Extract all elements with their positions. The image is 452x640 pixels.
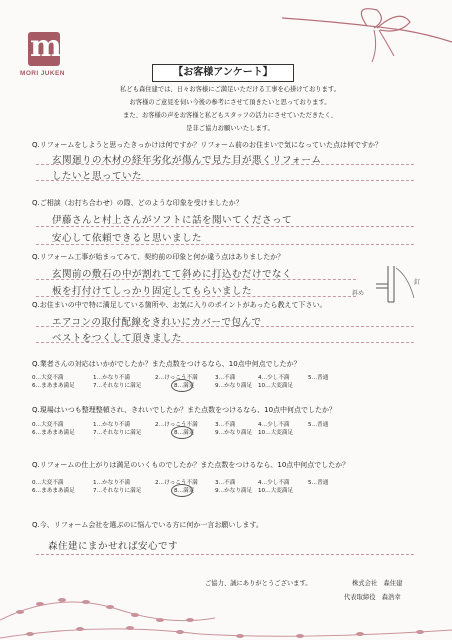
scale-1: 1…かなり不満 bbox=[93, 375, 131, 381]
question-1: Q.リフォームをしようと思ったきっかけは何ですか？リフォーム前のお住まいで気になっていた点は何ですか？ bbox=[32, 141, 383, 149]
scale-8: 8…満足 bbox=[174, 488, 195, 494]
scale-5: 5…普通 bbox=[308, 375, 329, 381]
answer-3-line-2: 板を打付けてしっかり固定してもらいました bbox=[52, 286, 253, 297]
intro-line-3: また、お客様の声をお客様と私どもスタッフの活力にさせていただきたく、 bbox=[123, 112, 337, 119]
scale-3: 3…不満 bbox=[215, 375, 236, 381]
scale-9: 9…かなり満足 bbox=[215, 430, 253, 436]
question-6: Q.現場はいつも整理整頓され、きれいでしたか？また点数をつけるなら、10点中何点でしたか？ bbox=[32, 406, 337, 414]
logo-letter: m bbox=[30, 29, 62, 64]
answer-2-line-1: 伊藤さんと村上さんがソフトに話を聞いてくださって bbox=[52, 215, 293, 226]
scale-7: 7…それなりに満足 bbox=[93, 383, 142, 389]
question-8: Q.今、リフォーム会社を選ぶのに悩んでいる方に何か一言お願いします。 bbox=[32, 521, 263, 529]
scale-9: 9…かなり満足 bbox=[215, 383, 253, 389]
sketch-note: 斜め bbox=[352, 290, 365, 297]
scale-2: 2…けっこう不満 bbox=[155, 375, 198, 381]
logo-name: MORI JUKEN bbox=[20, 70, 65, 77]
scale-5: 5…普通 bbox=[308, 480, 329, 486]
scale-4: 4…少し不満 bbox=[258, 375, 290, 381]
selected-score-8-circle bbox=[171, 484, 193, 497]
scale-0: 0…大変不満 bbox=[32, 422, 64, 428]
survey-title: 【お客様アンケート】 bbox=[152, 64, 294, 82]
answer-line bbox=[36, 244, 414, 245]
floral-vine-decoration bbox=[0, 550, 452, 640]
scale-6: 6…まあまあ満足 bbox=[32, 488, 75, 494]
scale-1: 1…かなり不満 bbox=[93, 480, 131, 486]
question-5: Q.業者さんの対応はいかがでしたか？また点数をつけるなら、10点中何点でしたか？ bbox=[32, 360, 301, 368]
scale-0: 0…大変不満 bbox=[32, 375, 64, 381]
scale-2: 2…けっこう不満 bbox=[155, 422, 198, 428]
answer-line bbox=[36, 326, 414, 327]
answer-line bbox=[36, 342, 414, 343]
representative-name: 代表取締役 森浩幸 bbox=[344, 594, 401, 601]
scale-4: 4…少し不満 bbox=[258, 480, 290, 486]
answer-line bbox=[36, 296, 356, 297]
question-7: Q.リフォームの仕上がりは満足のいくものでしたか？また点数をつけるなら、10点中何点でしたか？ bbox=[32, 461, 350, 469]
scale-10: 10…大変満足 bbox=[258, 430, 294, 436]
intro-line-1: 私ども森住建では、日々お客様にご満足いただける工事を心掛けております。 bbox=[120, 86, 340, 93]
answer-2-line-2: 安心して依頼できると思いました bbox=[52, 233, 203, 244]
scale-3: 3…不満 bbox=[215, 480, 236, 486]
scale-3: 3…不満 bbox=[215, 422, 236, 428]
answer-line bbox=[36, 164, 414, 165]
scale-7: 7…それなりに満足 bbox=[93, 488, 142, 494]
scale-10: 10…大変満足 bbox=[258, 488, 294, 494]
ribbon-bow-decoration bbox=[282, 0, 452, 70]
scale-8: 8…満足 bbox=[174, 383, 195, 389]
answer-8: 森住建にまかせれば安心です bbox=[48, 541, 179, 552]
scale-0: 0…大変不満 bbox=[32, 480, 64, 486]
intro-line-2: お客様のご意見を伺い今後の参考にさせて頂きたいと思っております。 bbox=[129, 99, 331, 106]
question-4: Q.お住まいの中で特に満足している箇所や、お気に入りのポイントがあったら教えて下さい。 bbox=[32, 301, 327, 309]
scale-6: 6…まあまあ満足 bbox=[32, 383, 75, 389]
scale-5: 5…普通 bbox=[308, 422, 329, 428]
answer-line bbox=[36, 226, 414, 227]
intro-line-4: 是非ご協力お願いいたします。 bbox=[186, 125, 274, 132]
scale-1: 1…かなり不満 bbox=[93, 422, 131, 428]
scale-2: 2…けっこう不満 bbox=[155, 480, 198, 486]
answer-4-line-1: エアコンの取付配線をきれいにカバーで包んで bbox=[52, 317, 262, 328]
answer-line bbox=[36, 180, 414, 181]
answer-line bbox=[36, 279, 356, 280]
answer-1-line-1: 玄関廻りの木材の経年劣化が傷んで見た目が悪くリフォーム bbox=[52, 155, 322, 166]
stone-sketch-drawing bbox=[368, 262, 428, 306]
scale-7: 7…それなりに満足 bbox=[93, 430, 142, 436]
thanks-text: ご協力、誠にありがとうございます。 bbox=[205, 580, 312, 587]
answer-1-line-2: したいと思っていた bbox=[52, 171, 143, 182]
scale-6: 6…まあまあ満足 bbox=[32, 430, 75, 436]
selected-score-8-circle bbox=[171, 426, 193, 439]
scale-10: 10…大変満足 bbox=[258, 383, 294, 389]
company-name: 株式会社 森住建 bbox=[352, 580, 403, 587]
scale-8: 8…満足 bbox=[174, 430, 195, 436]
selected-score-8-circle bbox=[171, 379, 193, 392]
scale-4: 4…少し不満 bbox=[258, 422, 290, 428]
answer-4-line-2: ベストをつくして頂きました bbox=[52, 333, 183, 344]
scale-9: 9…かなり満足 bbox=[215, 488, 253, 494]
answer-3-line-1: 玄関前の敷石の中が割れてて斜めに打込むだけでなく bbox=[52, 269, 293, 280]
svg-text:釘: 釘 bbox=[414, 279, 421, 286]
question-2: Q.ご相談（お打ち合わせ）の際、どのような印象を受けましたか？ bbox=[32, 199, 243, 207]
question-3: Q.リフォーム工事が始まってみて、契約前の印象と何か違う点はありましたか？ bbox=[32, 253, 285, 261]
